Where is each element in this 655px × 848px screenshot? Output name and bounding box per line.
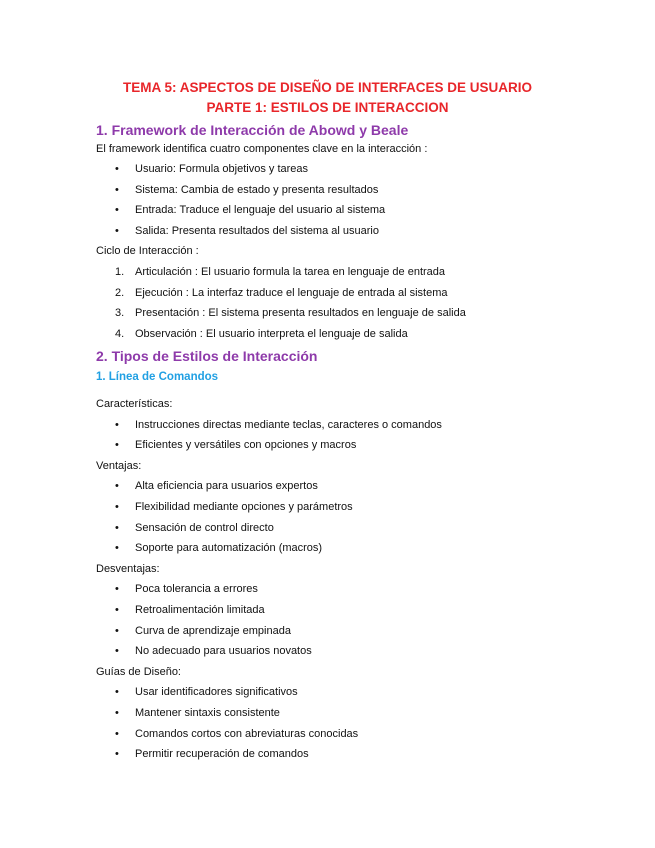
list-number: 2. (115, 287, 125, 299)
bullet-icon: • (115, 583, 119, 595)
list-item: Alta eficiencia para usuarios expertos (135, 480, 318, 492)
bullet-icon: • (115, 542, 119, 554)
caracteristicas-label: Características: (96, 398, 173, 410)
list-item: Poca tolerancia a errores (135, 583, 258, 595)
bullet-icon: • (115, 604, 119, 616)
list-item: Mantener sintaxis consistente (135, 707, 280, 719)
bullet-icon: • (115, 184, 119, 196)
bullet-icon: • (115, 419, 119, 431)
bullet-icon: • (115, 748, 119, 760)
bullet-icon: • (115, 439, 119, 451)
list-item: Sistema: Cambia de estado y presenta resultados (135, 184, 379, 196)
list-item: Permitir recuperación de comandos (135, 748, 309, 760)
section2-heading: 2. Tipos de Estilos de Interacción (96, 348, 318, 364)
list-item: Eficientes y versátiles con opciones y macros (135, 439, 357, 451)
bullet-icon: • (115, 625, 119, 637)
list-item: Instrucciones directas mediante teclas, caracteres o comandos (135, 419, 442, 431)
list-item: Sensación de control directo (135, 522, 274, 534)
bullet-icon: • (115, 204, 119, 216)
bullet-icon: • (115, 645, 119, 657)
list-item: Presentación : El sistema presenta resultados en lenguaje de salida (135, 307, 466, 319)
list-number: 1. (115, 266, 125, 278)
section2-subheading: 1. Línea de Comandos (96, 371, 219, 383)
list-item: Flexibilidad mediante opciones y parámetros (135, 501, 353, 513)
list-item: Comandos cortos con abreviaturas conocidas (135, 728, 359, 740)
desventajas-label: Desventajas: (96, 563, 160, 575)
list-item: Retroalimentación limitada (135, 604, 265, 616)
list-item: Entrada: Traduce el lenguaje del usuario al sistema (135, 204, 386, 216)
list-item: Soporte para automatización (macros) (135, 542, 323, 554)
section1-intro: El framework identifica cuatro componentes clave en la interacción : (96, 143, 428, 155)
section1-heading: 1. Framework de Interacción de Abowd y Beale (96, 122, 409, 138)
list-item: Articulación : El usuario formula la tarea en lenguaje de entrada (135, 266, 446, 278)
bullet-icon: • (115, 501, 119, 513)
list-item: Usuario: Formula objetivos y tareas (135, 163, 309, 175)
list-number: 4. (115, 328, 125, 340)
bullet-icon: • (115, 163, 119, 175)
bullet-icon: • (115, 728, 119, 740)
list-item: Curva de aprendizaje empinada (135, 625, 291, 637)
ventajas-label: Ventajas: (96, 460, 142, 472)
bullet-icon: • (115, 225, 119, 237)
bullet-icon: • (115, 686, 119, 698)
list-item: Salida: Presenta resultados del sistema al usuario (135, 225, 379, 237)
cycle-label: Ciclo de Interacción : (96, 245, 199, 257)
bullet-icon: • (115, 480, 119, 492)
list-item: Usar identificadores significativos (135, 686, 298, 698)
list-item: No adecuado para usuarios novatos (135, 645, 312, 657)
document-title-line1: TEMA 5: ASPECTOS DE DISEÑO DE INTERFACES DE USUARIO (122, 80, 533, 95)
list-item: Ejecución : La interfaz traduce el lenguaje de entrada al sistema (135, 287, 448, 299)
document-title-line2: PARTE 1: ESTILOS DE INTERACCION (206, 100, 449, 115)
list-item: Observación : El usuario interpreta el lenguaje de salida (135, 328, 408, 340)
list-number: 3. (115, 307, 125, 319)
bullet-icon: • (115, 522, 119, 534)
bullet-icon: • (115, 707, 119, 719)
guias-label: Guías de Diseño: (96, 666, 181, 678)
